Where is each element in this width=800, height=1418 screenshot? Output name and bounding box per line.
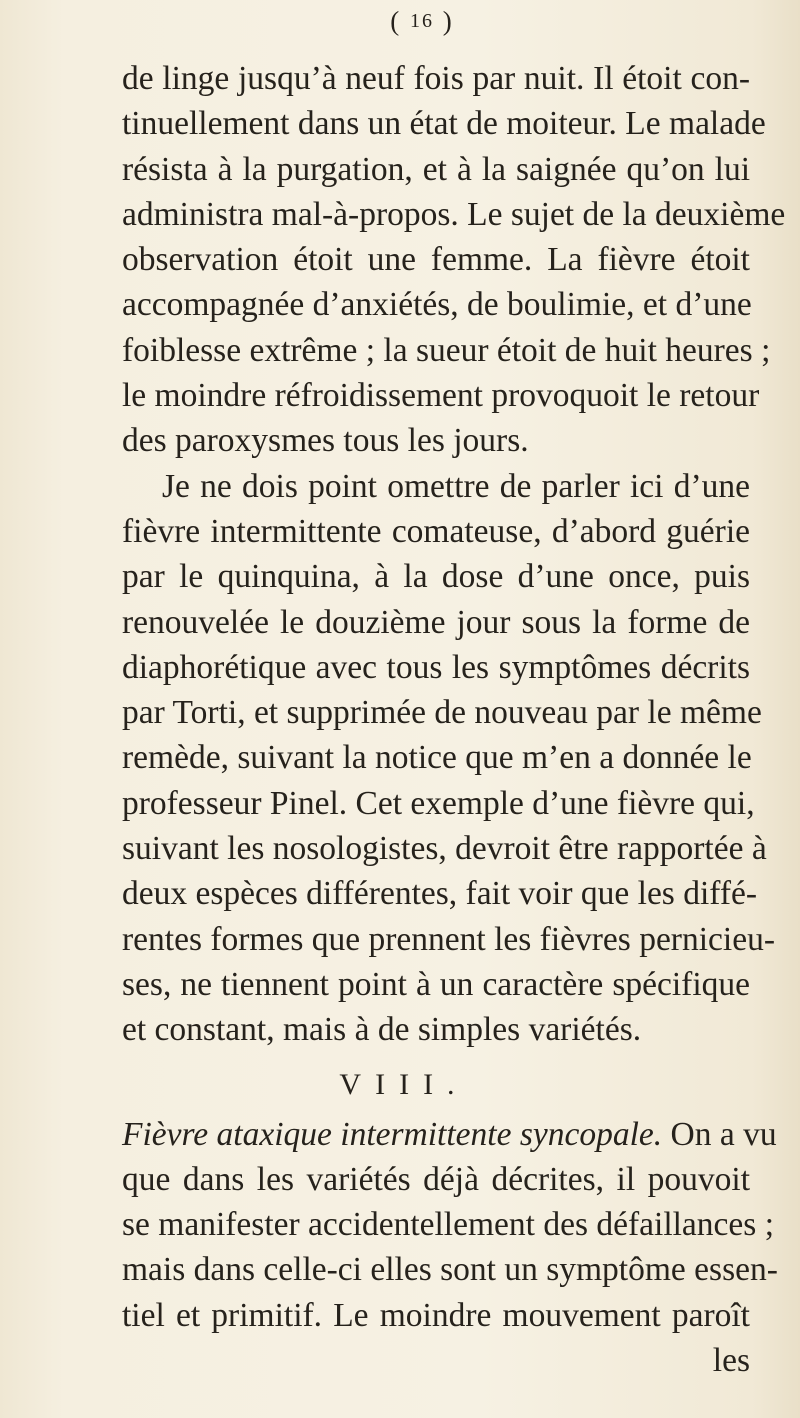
section-title: Fièvre ataxique intermittente syncopale. bbox=[122, 1115, 663, 1153]
body-text bbox=[122, 56, 786, 1383]
page-number-value: 16 bbox=[410, 10, 434, 32]
text-line: remède, suivant la notice que m’en a donnée le bbox=[122, 739, 752, 777]
catchword: les bbox=[712, 1342, 750, 1380]
text-line: diaphorétique avec tous les symptômes décrits bbox=[122, 648, 750, 686]
text-line bbox=[122, 1112, 777, 1157]
text-line: et constant, mais à de simples variétés. bbox=[122, 1011, 642, 1049]
paragraph-1 bbox=[122, 56, 786, 464]
text-span: On a vu bbox=[662, 1115, 777, 1153]
text-line: renouvelée le douzième jour sous la forme de bbox=[122, 603, 750, 641]
text-line: tinuellement dans un état de moiteur. Le malade bbox=[122, 105, 766, 143]
text-line: par le quinquina, à la dose d’une once, puis bbox=[122, 558, 750, 596]
paragraph-2 bbox=[122, 464, 775, 1053]
text-line: se manifester accidentellement des défaillances ; bbox=[122, 1206, 775, 1244]
text-line: le moindre réfroidissement provoquoit le retour bbox=[122, 377, 760, 415]
section-heading: VIII. bbox=[339, 1067, 469, 1101]
text-line: suivant les nosologistes, devroit être rapportée à bbox=[122, 830, 767, 868]
text-line: foiblesse extrême ; la sueur étoit de huit heures ; bbox=[122, 331, 771, 369]
text-line: fièvre intermittente comateuse, d’abord guérie bbox=[122, 512, 750, 550]
text-line: professeur Pinel. Cet exemple d’une fièvre qui, bbox=[122, 784, 755, 822]
text-line: observation étoit une femme. La fièvre étoit bbox=[122, 241, 750, 279]
text-line: tiel et primitif. Le moindre mouvement paroît bbox=[122, 1296, 750, 1334]
text-line: deux espèces différentes, fait voir que les diffé- bbox=[122, 875, 758, 913]
page-number: ( 16 ) bbox=[390, 6, 454, 36]
text-line: que dans les variétés déjà décrites, il pouvoit bbox=[122, 1160, 750, 1198]
text-line: de linge jusqu’à neuf fois par nuit. Il étoit con- bbox=[122, 60, 750, 97]
paragraph-3 bbox=[122, 1112, 778, 1384]
text-line: des paroxysmes tous les jours. bbox=[122, 422, 529, 460]
text-line: résista à la purgation, et à la saignée qu’on lui bbox=[122, 150, 750, 188]
text-line: ses, ne tiennent point à un caractère spécifique bbox=[122, 965, 750, 1003]
text-line: accompagnée d’anxiétés, de boulimie, et d’une bbox=[122, 286, 752, 324]
text-line: Je ne dois point omettre de parler ici d’une bbox=[162, 467, 750, 505]
text-line: administra mal-à-propos. Le sujet de la deuxième bbox=[122, 195, 786, 233]
text-line: par Torti, et supprimée de nouveau par le même bbox=[122, 694, 762, 732]
text-line: mais dans celle-ci elles sont un symptôme essen- bbox=[122, 1251, 778, 1289]
text-line: rentes formes que prennent les fièvres pernicieu- bbox=[122, 920, 775, 958]
